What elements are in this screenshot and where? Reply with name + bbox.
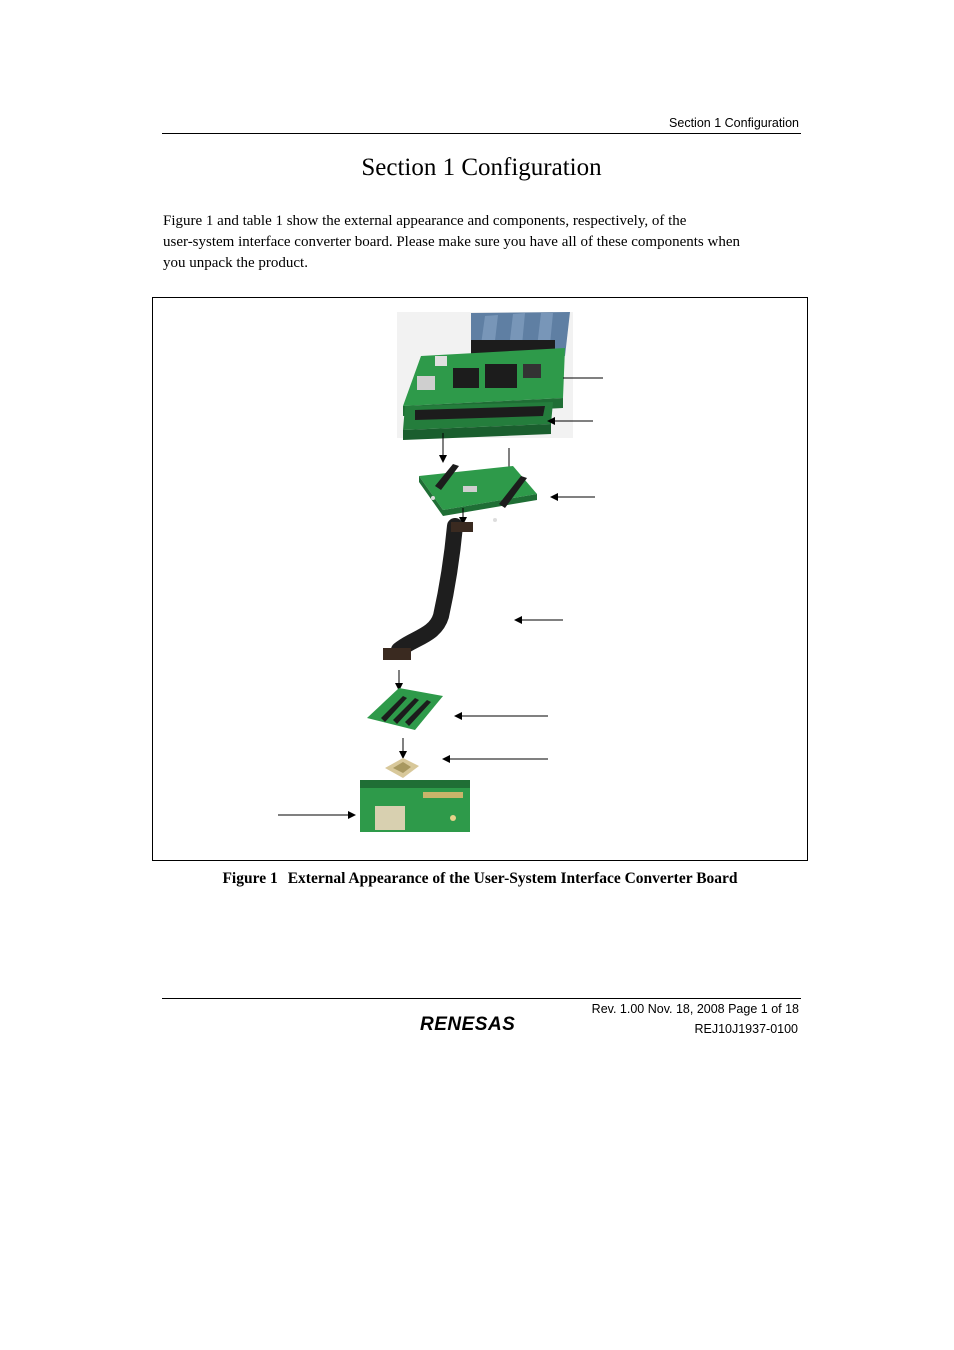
intro-line: Figure 1 and table 1 show the external appearance and components, respectively, of the [163,213,687,229]
intro-line: user-system interface converter board. Please make sure you have all of these components when [163,234,740,250]
flexible-cable-image [383,522,473,660]
figure-caption [152,870,808,888]
interface-board-image [419,464,537,522]
footer-document-number: REJ10J1937-0100 [694,1022,798,1036]
intro-line: you unpack the product. [163,255,308,271]
section-title: Section 1 Configuration [361,154,602,181]
user-system-board-image [360,780,470,832]
renesas-logo-text: RENESAS [420,1014,516,1035]
footer-revision: Rev. 1.00 Nov. 18, 2008 Page 1 of 18 [591,1002,799,1016]
figure-caption-text: External Appearance of the User-System Interface Converter Board [287,870,738,887]
emulator-board-image [397,312,573,440]
board-assembly-illustration [153,298,807,860]
converter-board-image [367,688,443,730]
header-rule [162,133,801,134]
figure-frame [152,297,808,861]
running-header: Section 1 Configuration [669,116,799,130]
footer-rule [162,998,801,999]
figure-number: Figure 1 [222,870,278,887]
intro-paragraph [163,211,803,274]
ic-socket-image [385,758,419,778]
renesas-logo [420,1013,544,1035]
